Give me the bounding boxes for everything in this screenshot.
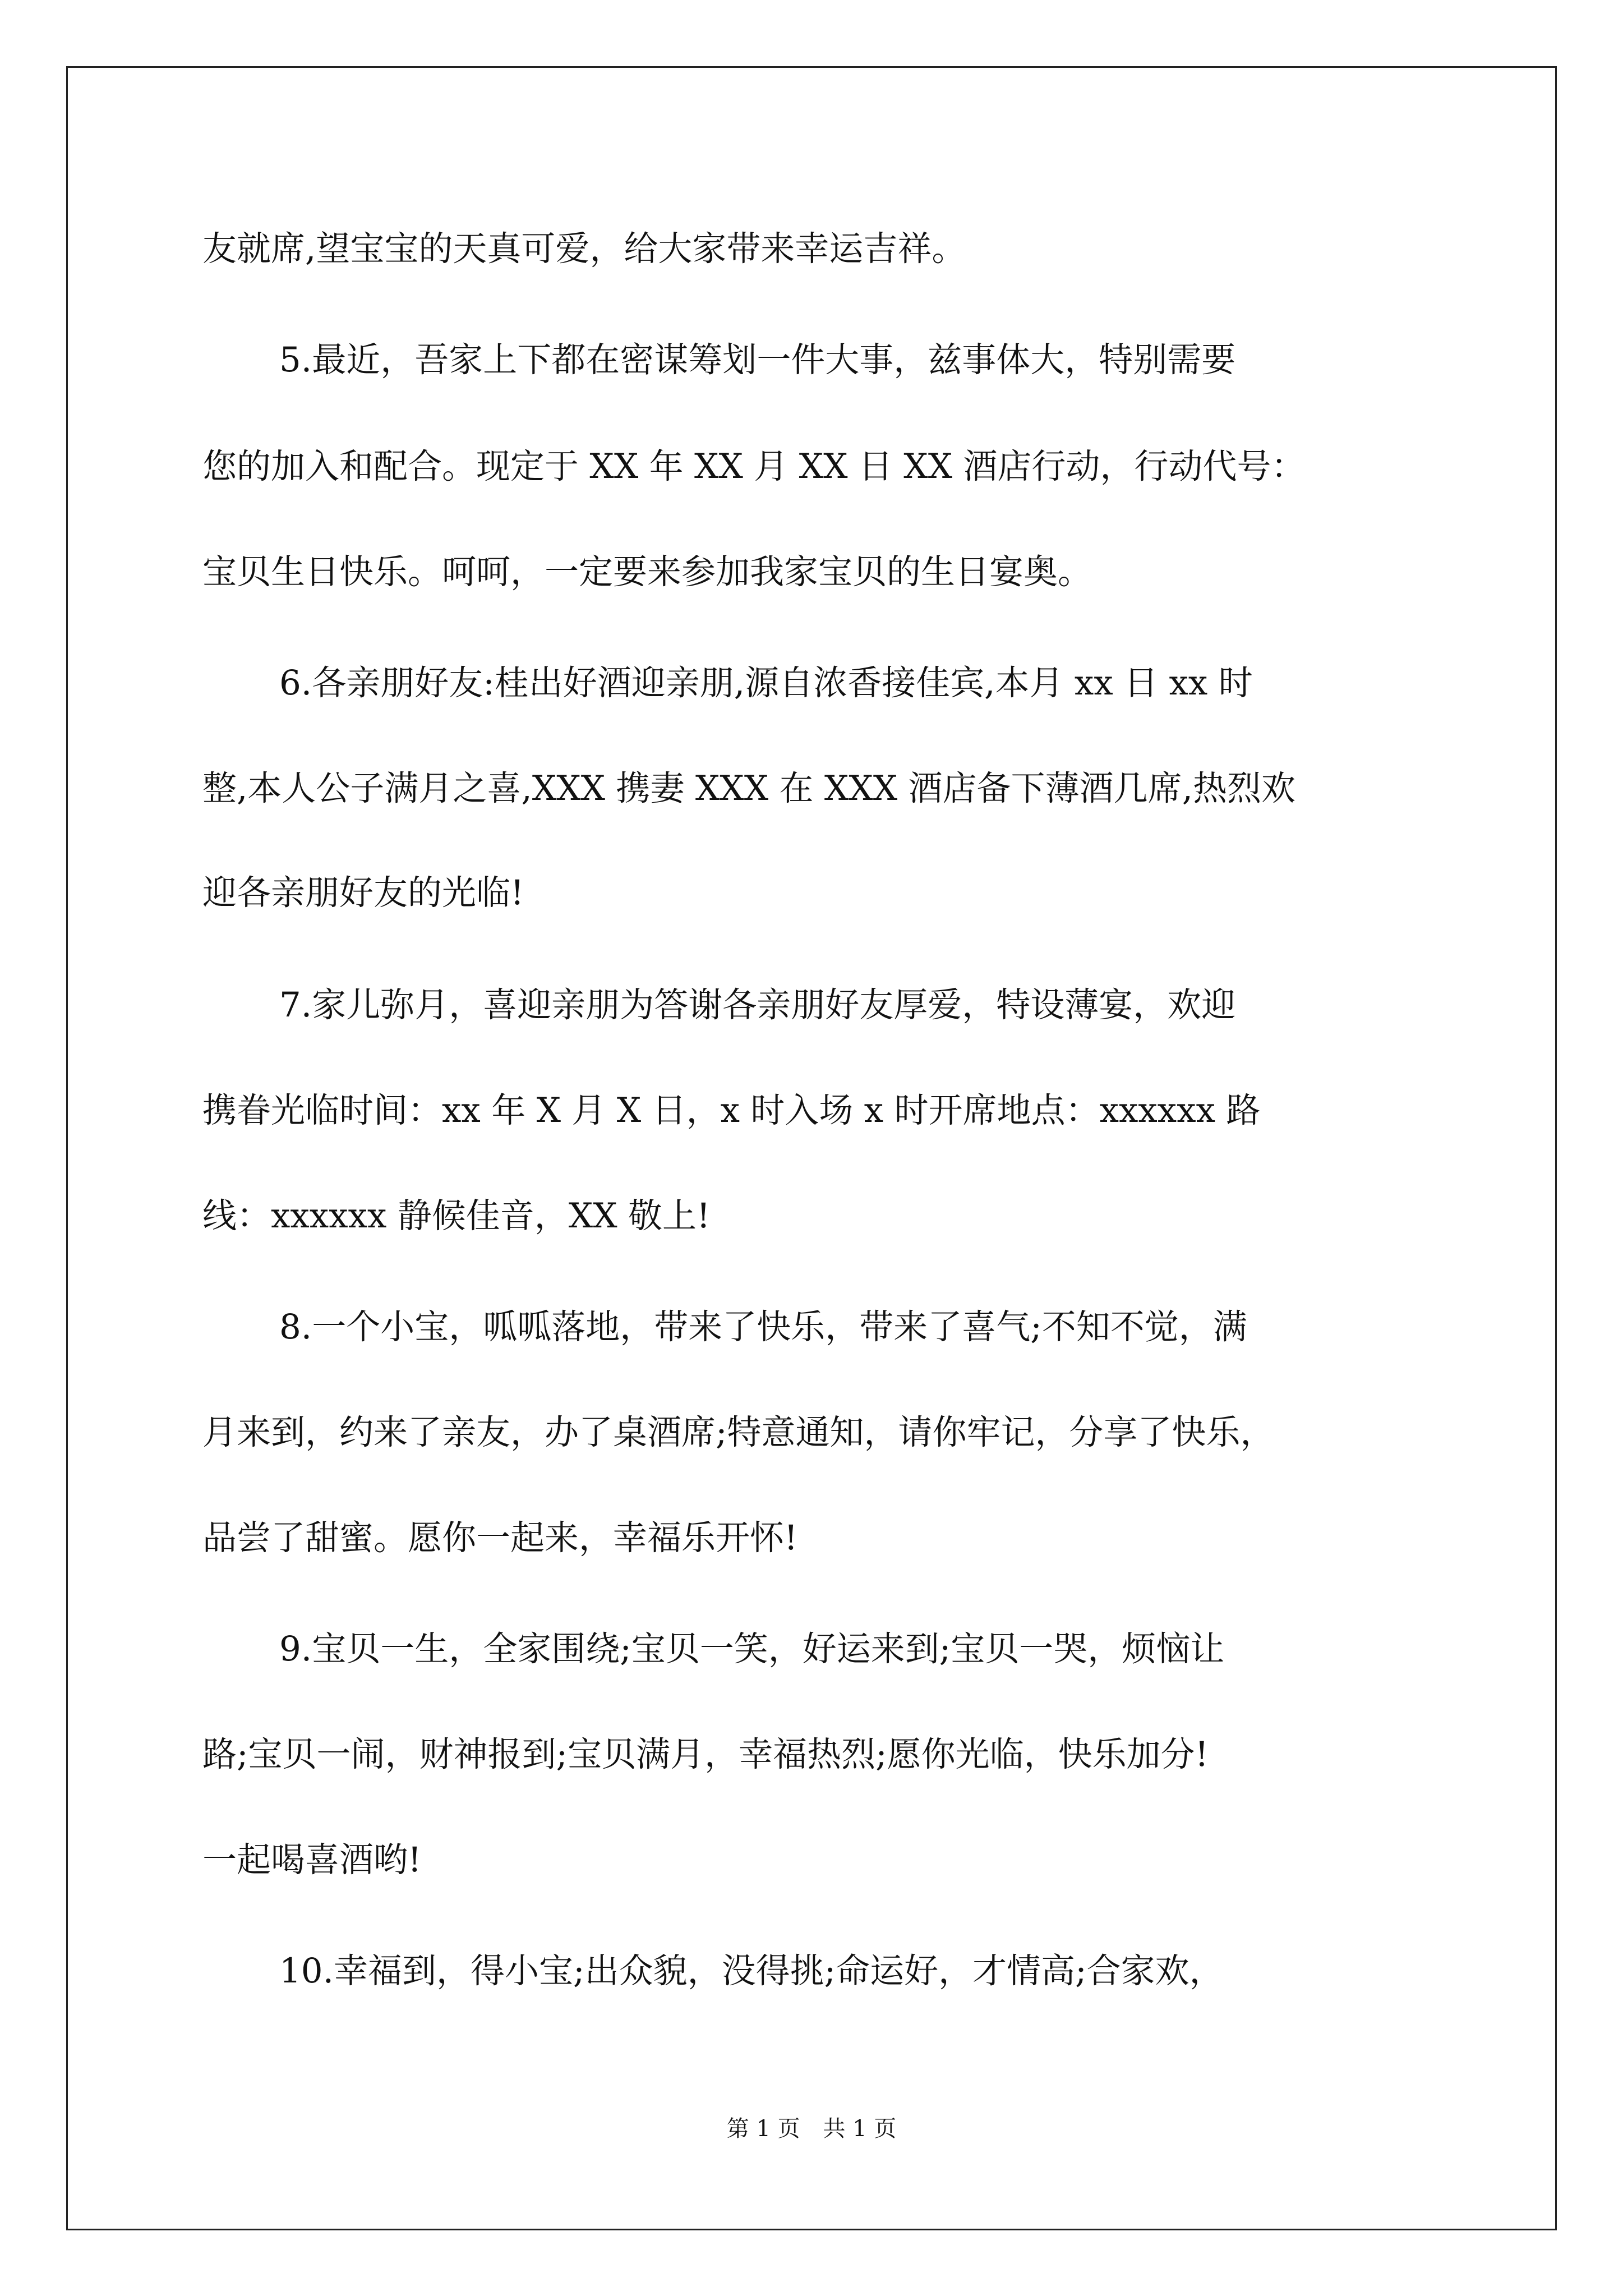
text-line: 5.最近，吾家上下都在密谋筹划一件大事，兹事体大，特别需要 <box>279 340 1236 380</box>
text-line: 6.各亲朋好友:桂出好酒迎亲朋,源自浓香接佳宾,本月 xx 日 xx 时 <box>279 663 1253 703</box>
text-line: 一起喝喜酒哟! <box>202 1840 422 1880</box>
text-line: 9.宝贝一生，全家围绕;宝贝一笑，好运来到;宝贝一哭，烦恼让 <box>279 1629 1225 1669</box>
text-line: 7.家儿弥月，喜迎亲朋为答谢各亲朋好友厚爱，特设薄宴，欢迎 <box>279 985 1236 1025</box>
text-line: 月来到，约来了亲友，办了桌酒席;特意通知，请你牢记，分享了快乐， <box>202 1412 1275 1452</box>
text-line: 品尝了甜蜜。愿你一起来，幸福乐开怀! <box>202 1518 798 1558</box>
text-line: 整,本人公子满月之喜,XXX 携妻 XXX 在 XXX 酒店备下薄酒几席,热烈欢 <box>202 769 1295 808</box>
text-line: 友就席,望宝宝的天真可爱，给大家带来幸运吉祥。 <box>202 229 966 269</box>
text-line: 线：xxxxxx 静候佳音，XX 敬上! <box>202 1196 711 1236</box>
page-total: 共 1 页 <box>823 2116 897 2142</box>
text-line: 迎各亲朋好友的光临! <box>202 873 524 913</box>
text-line: 路;宝贝一闹，财神报到;宝贝满月，幸福热烈;愿你光临，快乐加分! <box>202 1734 1209 1774</box>
text-line: 宝贝生日快乐。呵呵，一定要来参加我家宝贝的生日宴奥。 <box>202 552 1092 592</box>
page-number: 第 1 页 <box>726 2116 800 2142</box>
text-line: 携眷光临时间：xx 年 X 月 X 日，x 时入场 x 时开席地点：xxxxxx 路 <box>202 1091 1261 1130</box>
page-border <box>66 66 1557 2230</box>
text-line: 您的加入和配合。现定于 XX 年 XX 月 XX 日 XX 酒店行动，行动代号： <box>202 447 1306 486</box>
text-line: 8.一个小宝，呱呱落地，带来了快乐，带来了喜气;不知不觉，满 <box>279 1307 1247 1347</box>
page-footer <box>0 2115 1623 2143</box>
text-line: 10.幸福到，得小宝;出众貌，没得挑;命运好，才情高;合家欢， <box>279 1951 1224 1991</box>
